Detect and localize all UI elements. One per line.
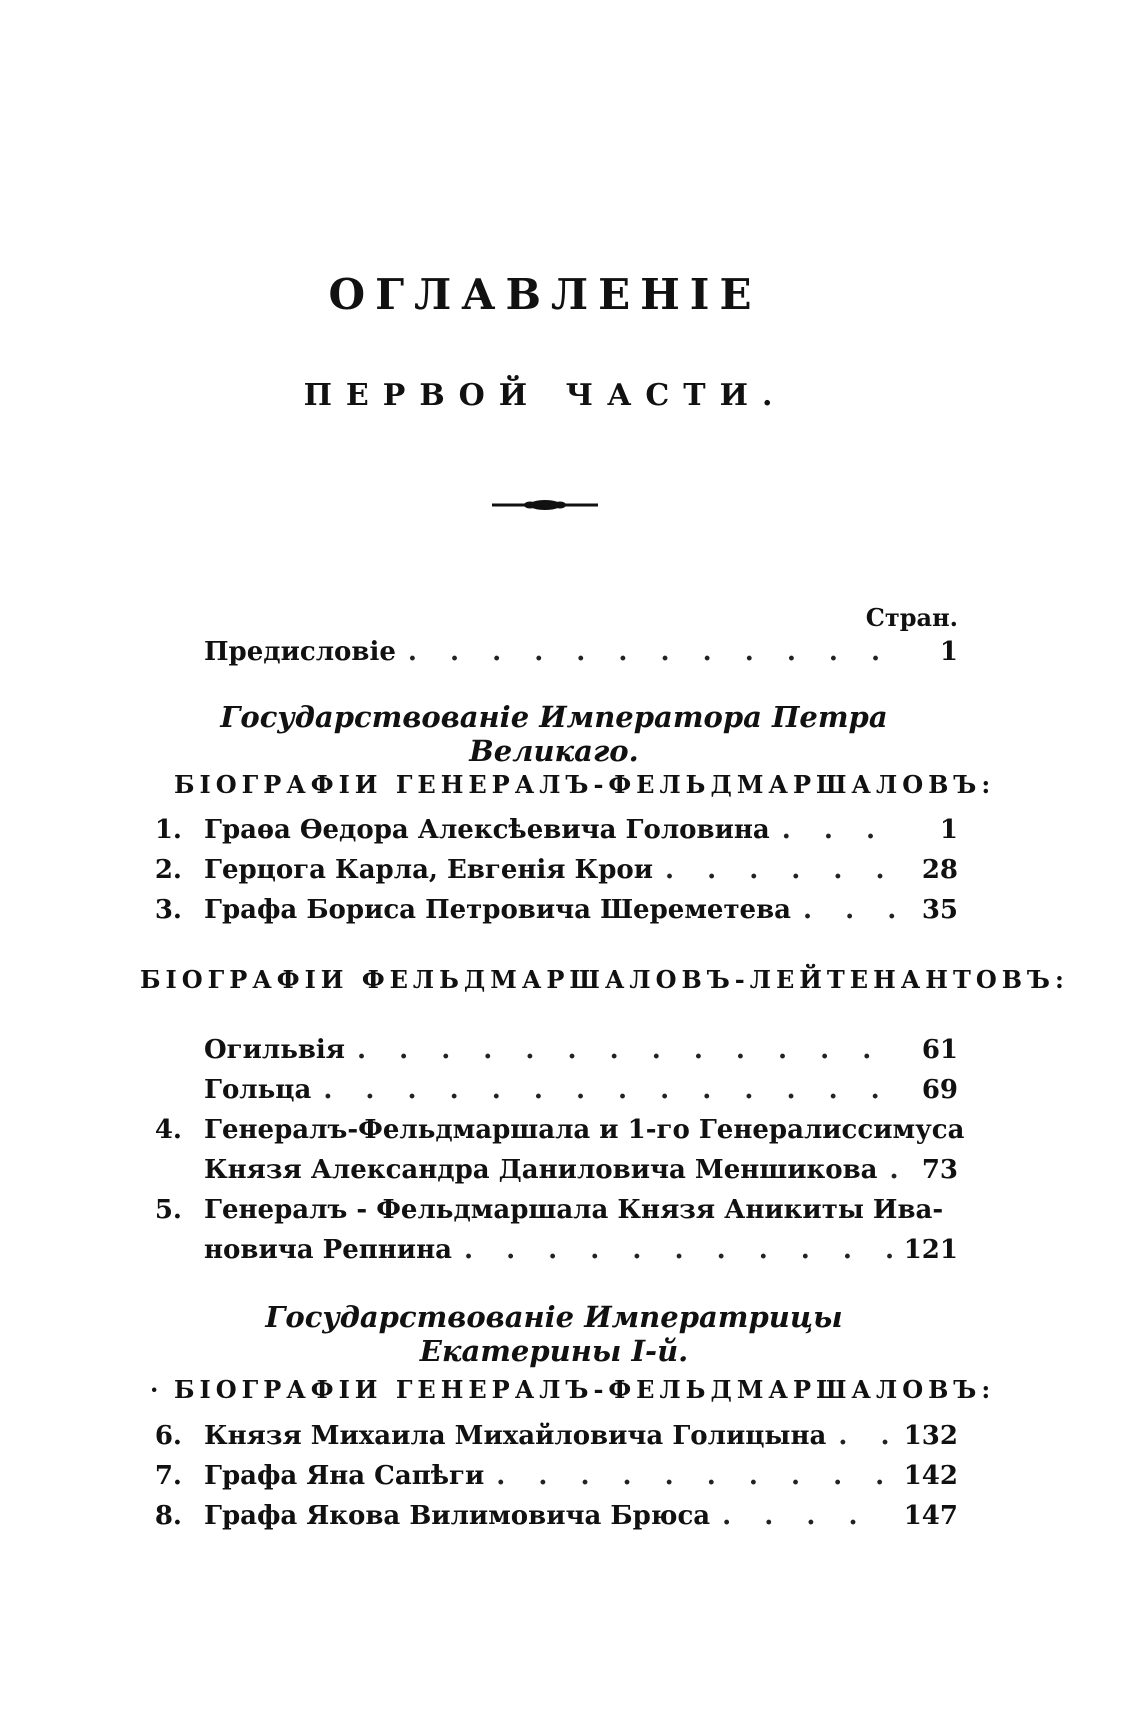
entry-title: Предисловіе <box>204 637 396 667</box>
page-column-label: Стран. <box>865 603 958 632</box>
entry-title: Графа Якова Вилимовича Брюса <box>204 1501 711 1531</box>
entry-page: 121 <box>903 1235 958 1265</box>
page-title: ОГЛАВЛЕНІЕ <box>328 270 762 319</box>
reign-heading: Государствованіе Императора Петра Великаго. <box>220 700 888 768</box>
dot-leader <box>323 1070 906 1110</box>
toc-entry-continuation[interactable] <box>140 1230 958 1270</box>
entry-number: 3. <box>154 895 182 925</box>
entry-page: 1 <box>939 815 958 845</box>
reign-heading: Государствованіе Императрицы Екатерины I-й. <box>265 1300 843 1368</box>
entry-title: Генералъ-Фельдмаршала и 1-го Генералиссимуса <box>204 1115 965 1145</box>
entry-page: 73 <box>921 1155 958 1185</box>
section-heading: БІОГРАФІИ ГЕНЕРАЛЪ-ФЕЛЬДМАРШАЛОВЪ: <box>174 1375 996 1404</box>
entry-number: 7. <box>154 1461 182 1491</box>
entry-number: 8. <box>154 1501 182 1531</box>
entry-title: Графа Бориса Петровича Шереметева <box>204 895 792 925</box>
entry-number: 5. <box>154 1195 182 1225</box>
entry-page: 35 <box>921 895 958 925</box>
toc-entry[interactable] <box>140 1190 958 1230</box>
entry-page: 142 <box>903 1461 958 1491</box>
entry-page: 28 <box>921 855 958 885</box>
toc-entry[interactable] <box>140 1030 958 1070</box>
entry-title: Огильвія <box>204 1035 345 1065</box>
entry-number: 1. <box>154 815 182 845</box>
toc-entry[interactable] <box>140 1456 958 1496</box>
entry-title: новича Репнина <box>204 1235 452 1265</box>
entry-title: Графа Яна Сапѣги <box>204 1461 485 1491</box>
toc-entry[interactable] <box>140 890 958 930</box>
toc-entry[interactable] <box>140 810 958 850</box>
entry-page: 147 <box>903 1501 958 1531</box>
page-subtitle: ПЕРВОЙ ЧАСТИ. <box>303 378 787 413</box>
dot-leader <box>803 890 906 930</box>
entry-number: 4. <box>154 1115 182 1145</box>
dot-leader <box>464 1230 892 1270</box>
entry-number: 2. <box>154 855 182 885</box>
section-heading: БІОГРАФІИ ГЕНЕРАЛЪ-ФЕЛЬДМАРШАЛОВЪ: <box>174 770 996 799</box>
entry-title: Князя Михаила Михайловича Голицына <box>204 1421 827 1451</box>
section-heading: БІОГРАФІИ ФЕЛЬДМАРШАЛОВЪ-ЛЕЙТЕНАНТОВЪ: <box>140 965 1069 994</box>
entry-title: Гольца <box>204 1075 312 1105</box>
toc-entry[interactable] <box>140 1416 958 1456</box>
entry-page: 61 <box>921 1035 958 1065</box>
dot-leader <box>408 632 906 672</box>
entry-title: Генералъ - Фельдмаршала Князя Аникиты Ива- <box>204 1195 944 1225</box>
dot-leader <box>496 1456 891 1496</box>
entry-page: 1 <box>939 637 958 667</box>
toc-entry[interactable] <box>140 1110 965 1150</box>
bullet-mark: · <box>150 1375 159 1404</box>
dot-leader <box>665 850 906 890</box>
dot-leader <box>890 1150 906 1190</box>
entry-page: 69 <box>921 1075 958 1105</box>
dot-leader <box>838 1416 891 1456</box>
dot-leader <box>722 1496 892 1536</box>
toc-entry[interactable] <box>140 1070 958 1110</box>
entry-page: 132 <box>903 1421 958 1451</box>
toc-entry-preface[interactable] <box>140 632 958 672</box>
toc-entry[interactable] <box>140 850 958 890</box>
toc-entry[interactable] <box>140 1496 958 1536</box>
entry-title: Герцога Карла, Евгенія Крои <box>204 855 653 885</box>
entry-title: Князя Александра Даниловича Меншикова <box>204 1155 878 1185</box>
dot-leader <box>357 1030 906 1070</box>
toc-entry-continuation[interactable] <box>140 1150 958 1190</box>
entry-title: Граѳа Ѳедора Алексѣевича Головина <box>204 815 770 845</box>
dot-leader <box>782 810 906 850</box>
entry-number: 6. <box>154 1421 182 1451</box>
